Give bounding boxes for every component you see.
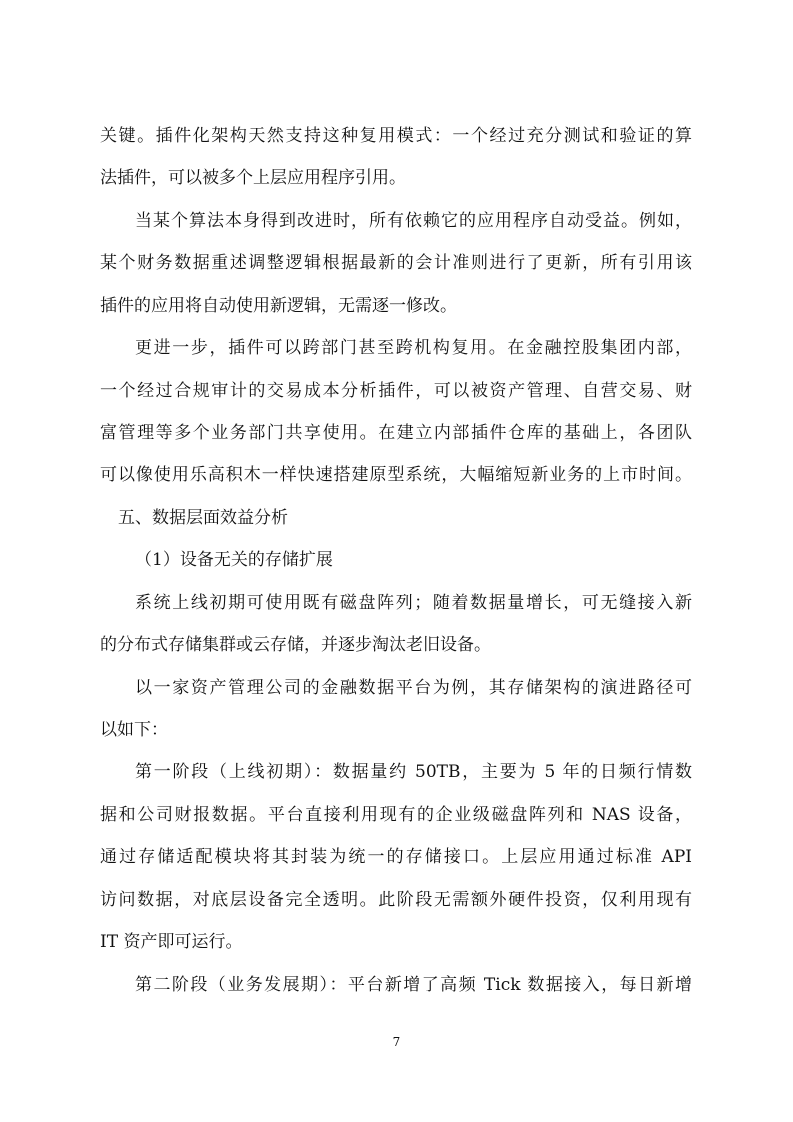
section-heading: 五、数据层面效益分析 [118, 508, 288, 528]
body-text-line: IT 资产即可运行。 [100, 932, 243, 952]
body-text-line: 可以像使用乐高积木一样快速搭建原型系统，大幅缩短新业务的上市时间。 [100, 465, 692, 485]
body-text-line: 以如下： [100, 720, 168, 740]
body-text-line: 某个财务数据重述调整逻辑根据最新的会计准则进行了更新，所有引用该 [100, 253, 692, 273]
body-text-line: 通过存储适配模块将其封装为统一的存储接口。上层应用通过标准 API [100, 847, 692, 867]
subsection-heading: （1）设备无关的存储扩展 [135, 550, 333, 570]
body-text-line: 系统上线初期可使用既有磁盘阵列；随着数据量增长，可无缝接入新 [135, 593, 692, 613]
body-text-line: 据和公司财报数据。平台直接利用现有的企业级磁盘阵列和 NAS 设备， [100, 805, 692, 825]
body-text-line: 当某个算法本身得到改进时，所有依赖它的应用程序自动受益。例如， [135, 211, 692, 231]
body-text-line: 第一阶段（上线初期）：数据量约 50TB，主要为 5 年的日频行情数 [135, 762, 692, 782]
body-text-line: 的分布式存储集群或云存储，并逐步淘汰老旧设备。 [100, 635, 491, 655]
body-text-line: 富管理等多个业务部门共享使用。在建立内部插件仓库的基础上，各团队 [100, 423, 692, 443]
body-text-line: 第二阶段（业务发展期）：平台新增了高频 Tick 数据接入，每日新增 [135, 975, 692, 995]
body-text-line: 插件的应用将自动使用新逻辑，无需逐一修改。 [100, 296, 457, 316]
body-text-line: 法插件，可以被多个上层应用程序引用。 [100, 168, 406, 188]
body-text-line: 访问数据，对底层设备完全透明。此阶段无需额外硬件投资，仅利用现有 [100, 890, 692, 910]
body-text-line: 关键。插件化架构天然支持这种复用模式：一个经过充分测试和验证的算 [100, 126, 692, 146]
body-text-line: 以一家资产管理公司的金融数据平台为例，其存储架构的演进路径可 [135, 678, 692, 698]
body-text-line: 更进一步，插件可以跨部门甚至跨机构复用。在金融控股集团内部， [135, 338, 692, 358]
body-text-line: 一个经过合规审计的交易成本分析插件，可以被资产管理、自营交易、财 [100, 381, 692, 401]
page-number: 7 [392, 1035, 401, 1049]
